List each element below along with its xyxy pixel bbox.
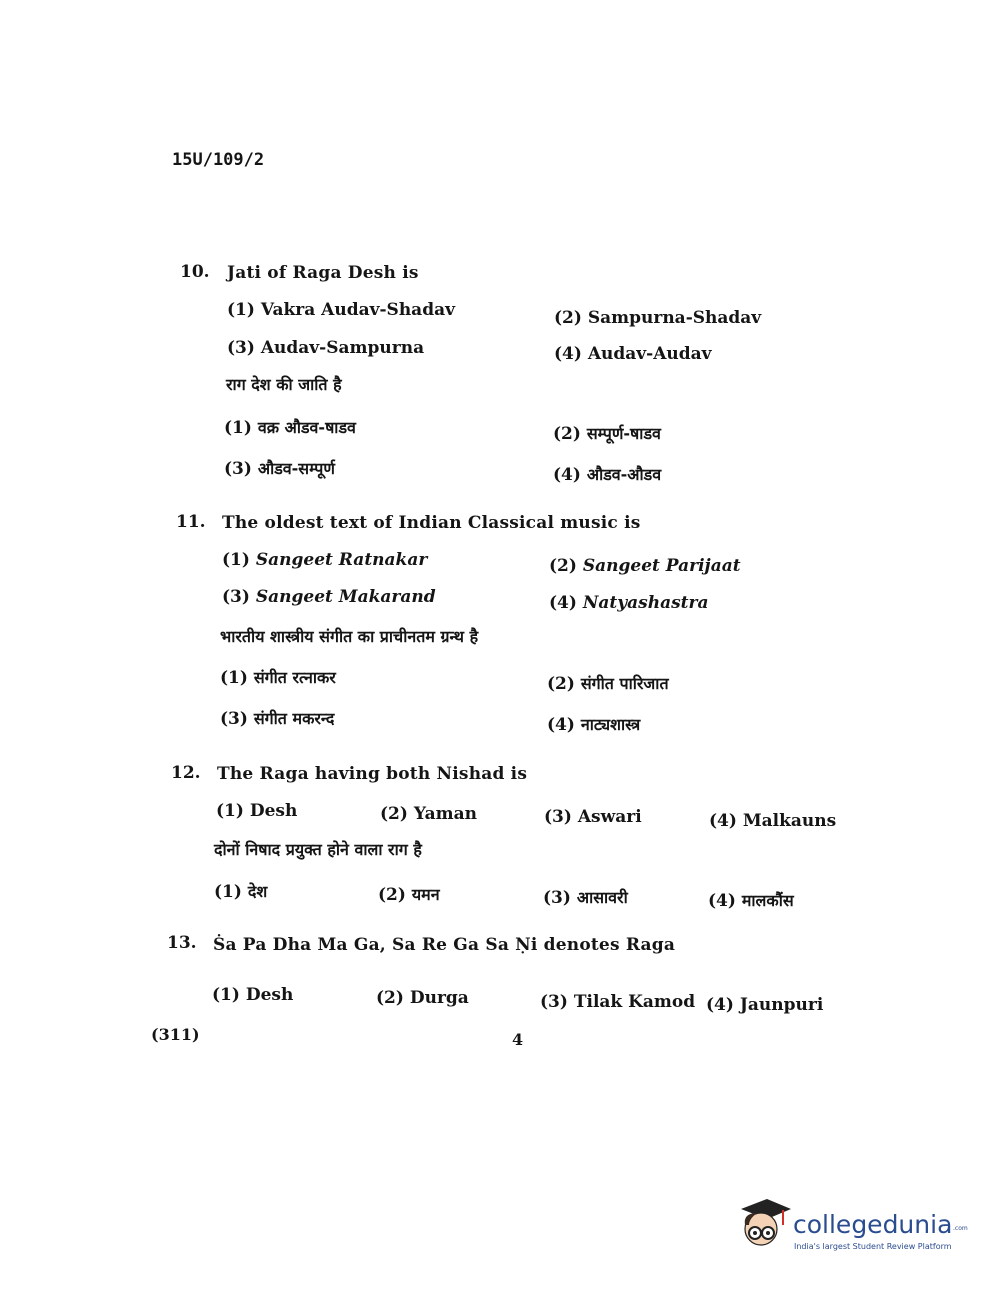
hindi-option-2: (2) संगीत पारिजात [547, 674, 669, 694]
paper-code: 15U/109/2 [172, 150, 265, 170]
option-4: (4) Audav-Audav [554, 344, 712, 364]
question-text: The Raga having both Nishad is [217, 764, 528, 784]
option-1: (1) Desh [216, 801, 298, 821]
question-number: 11. [176, 512, 206, 532]
logo-domain: .com [953, 1225, 968, 1232]
option-4: (4) Natyashastra [549, 593, 709, 613]
hindi-option-3: (3) संगीत मकरन्द [220, 709, 335, 729]
hindi-option-2: (2) सम्पूर्ण-षाडव [553, 424, 661, 444]
hindi-question-text: भारतीय शास्त्रीय संगीत का प्राचीनतम ग्रन्थ है [220, 627, 479, 646]
hindi-option-3: (3) आसावरी [543, 888, 628, 908]
page-number: 4 [512, 1030, 524, 1049]
option-2: (2) Sangeet Parijaat [549, 556, 741, 576]
question-number: 10. [180, 262, 210, 282]
option-1: (1) Desh [212, 985, 294, 1005]
question-text: The oldest text of Indian Classical music is [222, 513, 641, 533]
option-3: (3) Tilak Kamod [540, 992, 696, 1012]
option-2: (2) Durga [376, 988, 469, 1008]
hindi-option-3: (3) औडव-सम्पूर्ण [224, 459, 335, 479]
logo-wordmark: collegedunia [793, 1210, 953, 1239]
hindi-option-4: (4) नाट्यशास्त्र [547, 715, 641, 735]
option-4: (4) Malkauns [709, 811, 837, 831]
option-1: (1) Sangeet Ratnakar [222, 550, 428, 570]
option-1: (1) Vakra Audav-Shadav [227, 300, 455, 320]
mascot-icon [735, 1195, 793, 1257]
hindi-question-text: दोनों निषाद प्रयुक्त होने वाला राग है [214, 840, 422, 859]
option-2: (2) Yaman [380, 804, 478, 824]
option-2: (2) Sampurna-Shadav [554, 308, 762, 328]
footer-code: (311) [151, 1025, 200, 1044]
question-number: 12. [171, 763, 201, 783]
collegedunia-logo [735, 1195, 968, 1265]
hindi-question-text: राग देश की जाति है [226, 375, 342, 394]
hindi-option-2: (2) यमन [378, 885, 440, 905]
option-3: (3) Audav-Sampurna [227, 338, 425, 358]
question-number: 13. [167, 933, 197, 953]
hindi-option-1: (1) वक्र औडव-षाडव [224, 418, 356, 438]
hindi-option-1: (1) देश [214, 882, 268, 902]
hindi-option-4: (4) औडव-औडव [553, 465, 662, 485]
question-text: Jati of Raga Desh is [227, 263, 419, 283]
option-3: (3) Sangeet Makarand [222, 587, 436, 607]
hindi-option-4: (4) मालकौंस [708, 891, 794, 911]
question-text: Ṡa Pa Dha Ma Ga, Sa Re Ga Sa Ṇi denotes Raga [213, 935, 676, 955]
option-4: (4) Jaunpuri [706, 995, 824, 1015]
hindi-option-1: (1) संगीत रत्नाकर [220, 668, 336, 688]
option-3: (3) Aswari [544, 807, 642, 827]
logo-tagline: India's largest Student Review Platform [794, 1242, 952, 1251]
